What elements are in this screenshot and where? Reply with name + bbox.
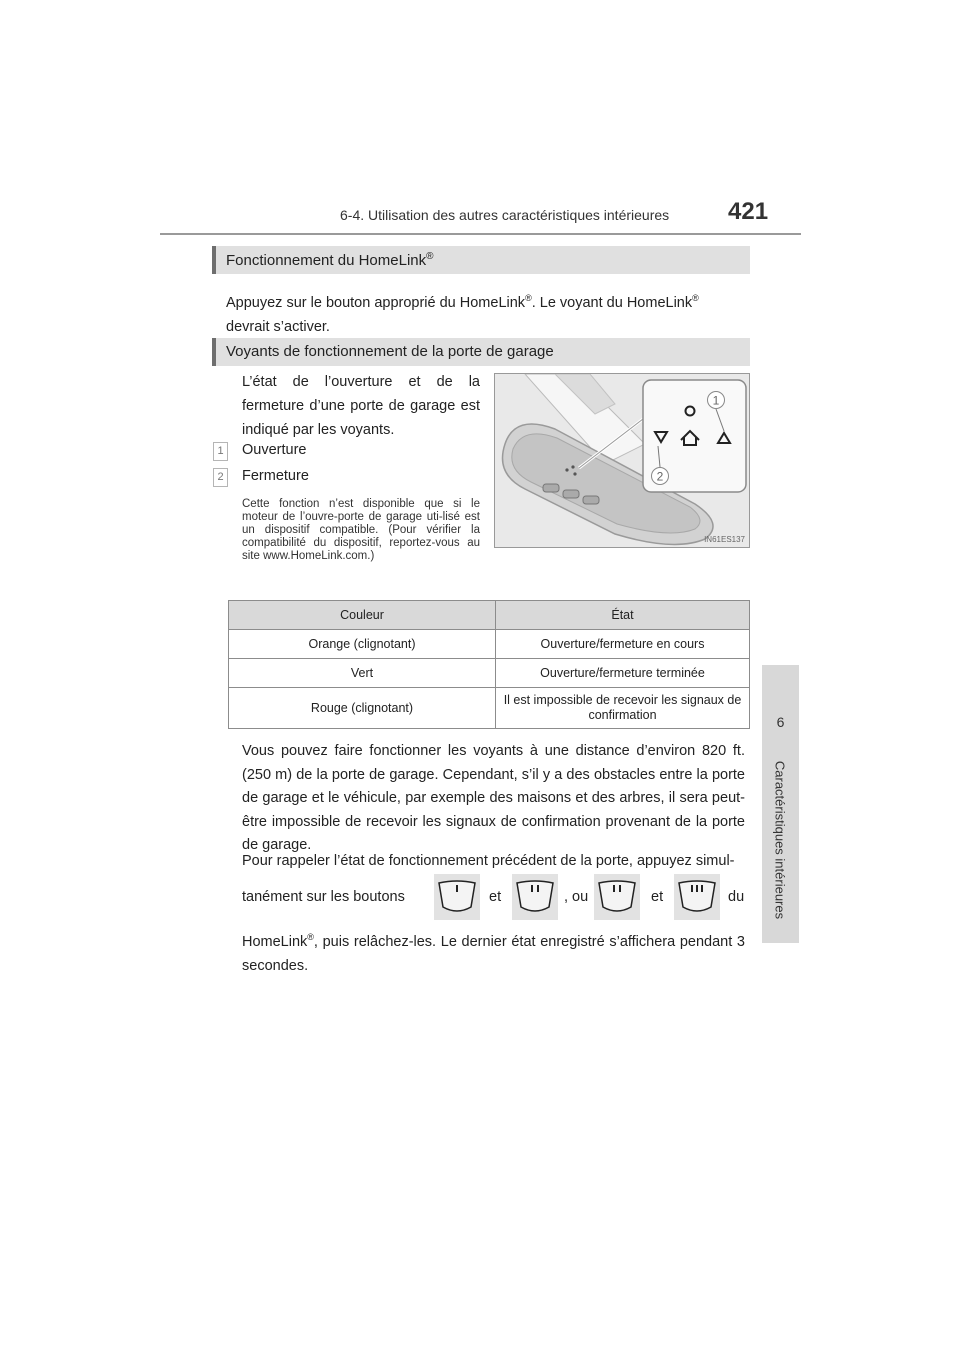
section-heading-indicators — [212, 338, 750, 366]
homelink-button-3-icon — [674, 874, 720, 920]
rearview-mirror-illustration — [494, 373, 750, 548]
word-et: et — [489, 889, 502, 905]
range-paragraph: Vous pouvez faire fonctionner les voyants à une distance d’environ 820 ft. (250 m) de la porte de garage. Cependant, s’il y a des obstacles entre la porte de garage et le véhicule, par exemple des maisons et des arbres, il sera peut-être impossible de recevoir les signaux de confirmation provenant de la porte de garage. — [242, 743, 745, 853]
section-heading-homelink — [212, 246, 750, 274]
recall-paragraph-line1: Pour rappeler l’état de fonctionnement précédent de la porte, appuyez simul- — [242, 853, 735, 869]
table-row — [229, 630, 750, 659]
table-cell: Orange (clignotant) — [229, 630, 496, 659]
item-label-closing: Fermeture — [242, 468, 309, 484]
word-et: et — [651, 889, 664, 905]
section-heading-text: Voyants de fonctionnement de la porte de garage — [226, 343, 554, 360]
recall-lead-text: tanément sur les boutons — [242, 889, 405, 905]
indicator-status-table — [228, 600, 750, 729]
homelink-button-2-icon — [594, 874, 640, 920]
svg-text:1: 1 — [712, 393, 720, 408]
compatibility-note: Cette fonction n’est disponible que si le moteur de l’ouvre-porte de garage uti-lisé est un dispositif compatible. (Pour vérifier la compatibilité du dispositif, reportez-vous au site www.HomeLink.com.) — [242, 498, 480, 562]
section-heading-text: Fonctionnement du HomeLink® — [226, 251, 434, 269]
chapter-label: Caractéristiques intérieures — [772, 760, 788, 920]
table-header-row — [229, 601, 750, 630]
homelink-button-2-icon — [512, 874, 558, 920]
chapter-number: 6 — [776, 714, 785, 730]
table-row — [229, 659, 750, 688]
table-cell: Vert — [229, 659, 496, 688]
header-section-title: 6-4. Utilisation des autres caractéristiques intérieures — [340, 207, 670, 223]
mirror-illustration-svg — [495, 374, 750, 548]
homelink-button-1-icon — [434, 874, 480, 920]
word-ou: , ou — [564, 889, 589, 905]
column-header-color: Couleur — [229, 601, 496, 630]
item-number-badge: 2 — [213, 468, 228, 487]
table-cell: Il est impossible de recevoir les signaux de confirmation — [496, 688, 750, 729]
homelink-instructions: Appuyez sur le bouton approprié du HomeLink®. Le voyant du HomeLink® devrait s’activer. — [226, 293, 699, 335]
item-number-badge: 1 — [213, 442, 228, 461]
table-cell: Rouge (clignotant) — [229, 688, 496, 729]
header-rule — [160, 233, 801, 235]
table-cell: Ouverture/fermeture terminée — [496, 659, 750, 688]
page-number: 421 — [728, 198, 769, 225]
registered-mark: ® — [426, 251, 434, 262]
column-header-state: État — [496, 601, 750, 630]
table-cell: Ouverture/fermeture en cours — [496, 630, 750, 659]
word-du: du — [728, 889, 745, 905]
indicator-intro: L’état de l’ouverture et de la fermeture d’une porte de garage est indiqué par les voyants. — [242, 374, 480, 438]
recall-paragraph-tail: HomeLink®, puis relâchez-les. Le dernier état enregistré s’affichera pendant 3 secondes. — [242, 932, 745, 974]
item-label-opening: Ouverture — [242, 442, 307, 458]
svg-text:2: 2 — [656, 469, 664, 484]
recall-buttons-line — [242, 874, 745, 922]
table-row — [229, 688, 750, 729]
figure-code: IN61ES137 — [704, 535, 745, 544]
